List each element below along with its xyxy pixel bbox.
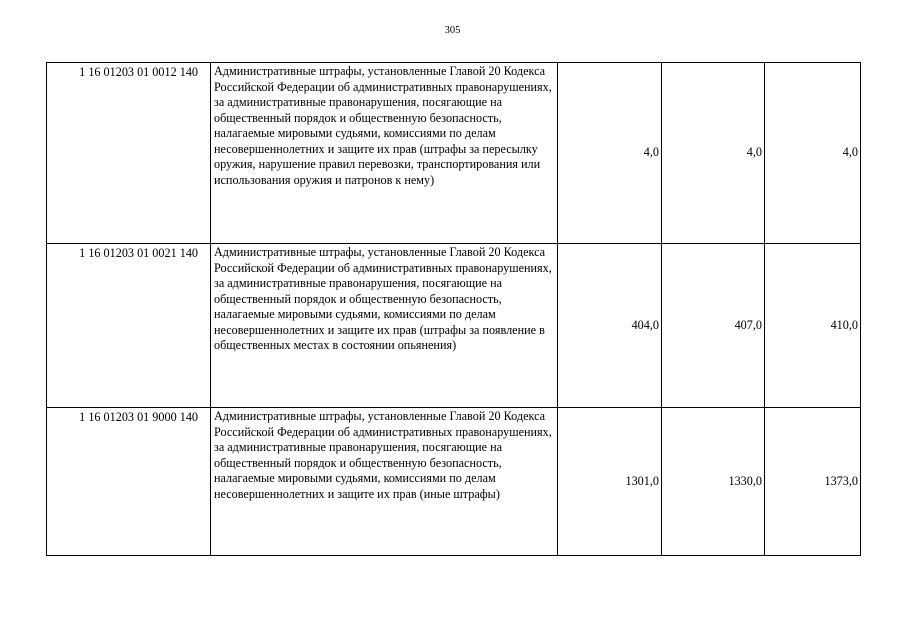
value-cell-year-2: 4,0 <box>662 63 765 244</box>
budget-code-cell: 1 16 01203 01 0012 140 <box>47 63 211 244</box>
budget-code-cell: 1 16 01203 01 0021 140 <box>47 244 211 408</box>
description-cell: Административные штрафы, установленные Главой 20 Кодекса Российской Федерации об административных правонарушениях, за административные правонарушения, посягающие на общественный порядок и общественную безопасность, налагаемые мировыми судьями, комиссиями по делам несовершеннолетних и защите их прав (штрафы за появление в общественных местах в состоянии опьянения) <box>211 244 558 408</box>
table-row <box>47 63 861 244</box>
value-cell-year-3: 1373,0 <box>765 408 861 556</box>
value-cell-year-1: 404,0 <box>558 244 662 408</box>
value-cell-year-3: 4,0 <box>765 63 861 244</box>
table-row <box>47 408 861 556</box>
value-cell-year-2: 1330,0 <box>662 408 765 556</box>
page-number: 305 <box>444 25 461 36</box>
description-cell: Административные штрафы, установленные Главой 20 Кодекса Российской Федерации об административных правонарушениях, за административные правонарушения, посягающие на общественный порядок и общественную безопасность, налагаемые мировыми судьями, комиссиями по делам несовершеннолетних и защите их прав (иные штрафы) <box>211 408 558 556</box>
value-cell-year-1: 1301,0 <box>558 408 662 556</box>
value-cell-year-3: 410,0 <box>765 244 861 408</box>
table-row <box>47 244 861 408</box>
value-cell-year-1: 4,0 <box>558 63 662 244</box>
budget-table <box>46 62 861 556</box>
value-cell-year-2: 407,0 <box>662 244 765 408</box>
description-cell: Административные штрафы, установленные Главой 20 Кодекса Российской Федерации об административных правонарушениях, за административные правонарушения, посягающие на общественный порядок и общественную безопасность, налагаемые мировыми судьями, комиссиями по делам несовершеннолетних и защите их прав (штрафы за пересылку оружия, нарушение правил перевозки, транспортирования или использования оружия и патронов к нему) <box>211 63 558 244</box>
budget-code-cell: 1 16 01203 01 9000 140 <box>47 408 211 556</box>
